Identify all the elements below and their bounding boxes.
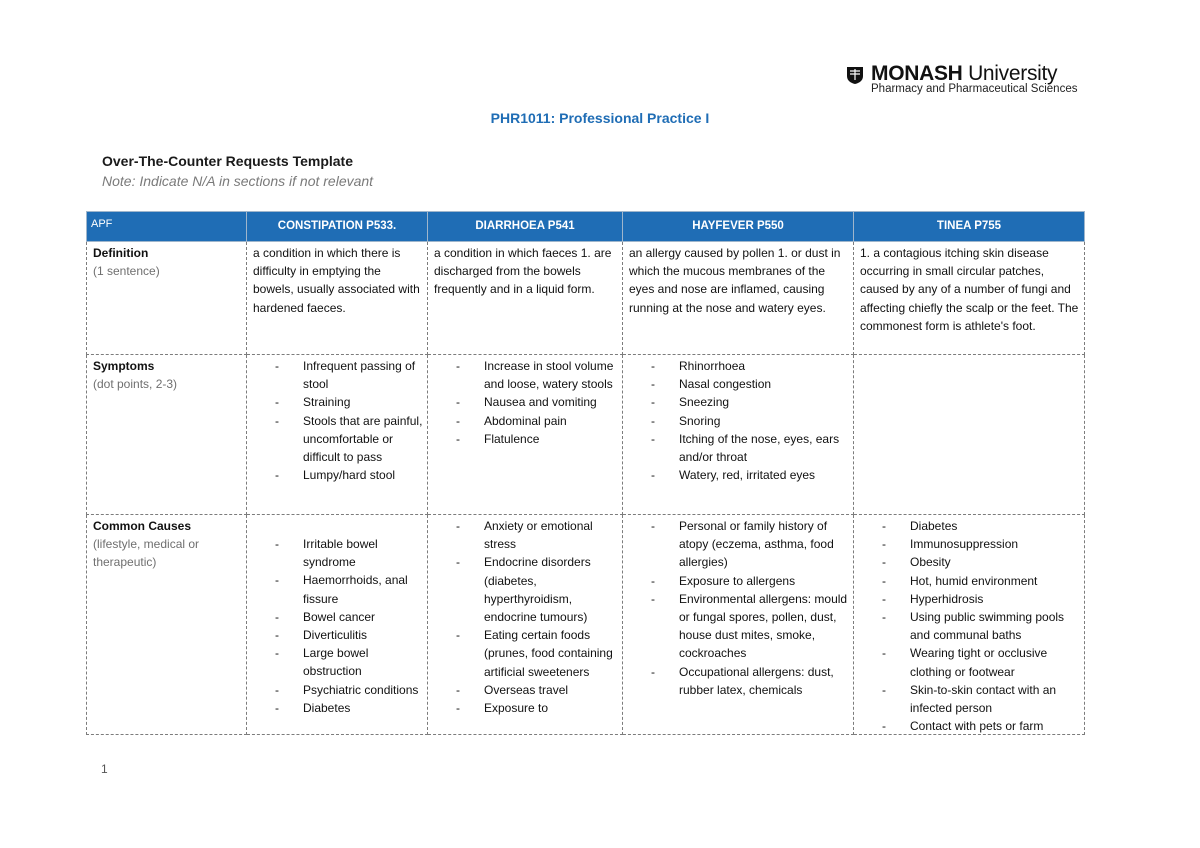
faculty-name: Pharmacy and Pharmaceutical Sciences (871, 83, 1078, 95)
cause-list (253, 535, 423, 717)
causes-cell (428, 515, 623, 735)
list-item: - Irritable bowel syndrome (273, 535, 423, 571)
symptoms-cell-empty (854, 355, 1085, 515)
row-heading (87, 242, 247, 355)
course-title: PHR1011: Professional Practice I (490, 110, 710, 126)
list-item: - Psychiatric conditions (273, 681, 423, 699)
otc-requests-table (86, 211, 1085, 735)
list-item: - Eating certain foods (prunes, food containing artificial sweeteners (454, 626, 618, 681)
list-item: - Exposure to allergens (649, 572, 849, 590)
list-item: - Lumpy/hard stool (273, 466, 423, 484)
list-item: - Increase in stool volume and loose, watery stools (454, 357, 618, 393)
definition-text: 1. a contagious itching skin disease occurring in small circular patches, caused by any of a number of fungi and affecting chiefly the scalp or the feet. The commonest form is athlete's foot. (860, 246, 1079, 333)
list-item: - Diabetes (880, 517, 1080, 535)
list-item: - Wearing tight or occlusive clothing or footwear (880, 644, 1080, 680)
list-item: - Obesity (880, 553, 1080, 571)
list-item: - Nasal congestion (649, 375, 849, 393)
row-sublabel: (dot points, 2-3) (93, 377, 178, 392)
list-item: - Hyperhidrosis (880, 590, 1080, 608)
list-item: - Infrequent passing of stool (273, 357, 423, 393)
list-item: - Overseas travel (454, 681, 618, 699)
list-item: - Straining (273, 393, 423, 411)
column-header: DIARRHOEA P541 (428, 212, 623, 242)
list-item: - Large bowel obstruction (273, 644, 423, 680)
column-header: TINEA P755 (854, 212, 1085, 242)
list-item: - Abdominal pain (454, 412, 618, 430)
monash-crest-icon (845, 65, 865, 85)
list-item: - Endocrine disorders (diabetes, hyperthyroidism, endocrine tumours) (454, 553, 618, 626)
cause-list (629, 517, 849, 699)
table-row-causes (87, 515, 1085, 735)
definition-text: an allergy caused by pollen 1. or dust in which the mucous membranes of the eyes and nose are inflamed, causing running at the nose and watery eyes. (629, 246, 841, 315)
document-note: Note: Indicate N/A in sections if not relevant (102, 173, 374, 189)
row-sublabel: (1 sentence) (93, 264, 160, 279)
list-item: - Immunosuppression (880, 535, 1080, 553)
causes-cell (623, 515, 854, 735)
list-item: - Stools that are painful, uncomfortable or difficult to pass (273, 412, 423, 467)
university-name: MONASH University (871, 62, 1058, 85)
row-heading (87, 515, 247, 735)
row-sublabel: (lifestyle, medical or therapeutic) (93, 537, 200, 570)
table-row-symptoms (87, 355, 1085, 515)
row-label: Symptoms (93, 359, 155, 373)
symptoms-cell (623, 355, 854, 515)
row-label: Definition (93, 246, 149, 260)
definition-cell (623, 242, 854, 355)
list-item: - Contact with pets or farm (880, 717, 1080, 733)
list-item: - Itching of the nose, eyes, ears and/or throat (649, 430, 849, 466)
symptom-list (253, 357, 423, 484)
table-header-row (87, 212, 1085, 242)
definition-cell (428, 242, 623, 355)
list-item: - Haemorrhoids, anal fissure (273, 571, 423, 607)
list-item: - Diabetes (273, 699, 423, 717)
symptoms-cell (428, 355, 623, 515)
definition-text: a condition in which faeces 1. are discharged from the bowels frequently and in a liquid form. (434, 246, 612, 297)
list-item: - Watery, red, irritated eyes (649, 466, 849, 484)
list-item: - Occupational allergens: dust, rubber latex, chemicals (649, 663, 849, 699)
list-item: - Flatulence (454, 430, 618, 448)
list-item: - Snoring (649, 412, 849, 430)
list-item: - Nausea and vomiting (454, 393, 618, 411)
cause-list (434, 517, 618, 717)
symptom-list (434, 357, 618, 448)
symptoms-cell (247, 355, 428, 515)
page-number: 1 (101, 762, 108, 776)
causes-cell (854, 515, 1085, 735)
list-item: - Rhinorrhoea (649, 357, 849, 375)
list-item: - Diverticulitis (273, 626, 423, 644)
definition-cell (854, 242, 1085, 355)
table-row-definition (87, 242, 1085, 355)
list-item: - Anxiety or emotional stress (454, 517, 618, 553)
row-heading (87, 355, 247, 515)
corner-label: APF (87, 212, 247, 242)
cause-list (860, 517, 1080, 733)
list-item: - Hot, humid environment (880, 572, 1080, 590)
symptom-list (629, 357, 849, 484)
list-item: - Personal or family history of atopy (eczema, asthma, food allergies) (649, 517, 849, 572)
causes-cell (247, 515, 428, 735)
monash-logo (845, 62, 1095, 98)
list-item: - Using public swimming pools and communal baths (880, 608, 1080, 644)
list-item: - Sneezing (649, 393, 849, 411)
list-item: - Environmental allergens: mould or fungal spores, pollen, dust, house dust mites, smoke, cockroaches (649, 590, 849, 663)
list-item: - Exposure to (454, 699, 618, 717)
definition-cell (247, 242, 428, 355)
list-item: - Skin-to-skin contact with an infected person (880, 681, 1080, 717)
column-header: HAYFEVER P550 (623, 212, 854, 242)
list-item: - Bowel cancer (273, 608, 423, 626)
definition-text: a condition in which there is difficulty in emptying the bowels, usually associated with hardened faeces. (253, 246, 420, 315)
column-header: CONSTIPATION P533. (247, 212, 428, 242)
row-label: Common Causes (93, 519, 192, 533)
document-heading: Over-The-Counter Requests Template (102, 153, 354, 169)
